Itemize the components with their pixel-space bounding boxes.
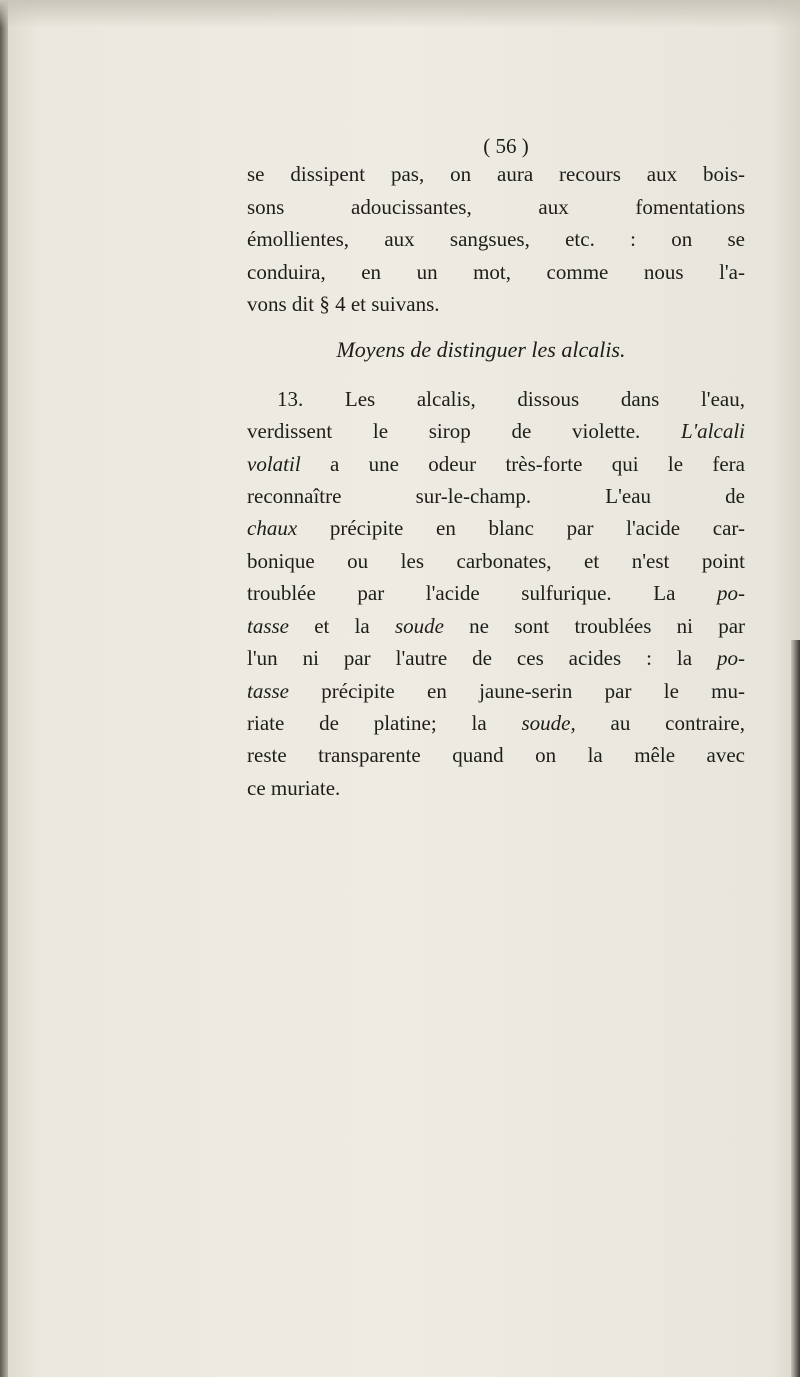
text-line bbox=[247, 415, 745, 447]
text-line: conduira, en un mot, comme nous l'a- bbox=[247, 259, 745, 284]
text-span: verdissent le sirop de violette. bbox=[247, 419, 641, 444]
text-line bbox=[247, 577, 745, 609]
text-span: et la bbox=[289, 613, 395, 638]
text-line bbox=[247, 707, 745, 739]
text-line bbox=[247, 448, 745, 480]
text-line bbox=[247, 675, 745, 707]
text-line: se dissipent pas, on aura recours aux bois- bbox=[247, 162, 745, 187]
text-line: sons adoucissantes, aux fomentations bbox=[247, 194, 745, 219]
text-span: troublée par l'acide sulfurique. La bbox=[247, 581, 676, 606]
page-top-shadow bbox=[0, 0, 800, 28]
italic-term: po- bbox=[717, 581, 745, 606]
italic-term: po- bbox=[717, 646, 745, 671]
text-span: précipite en jaune-serin par le mu- bbox=[289, 678, 745, 703]
italic-term: chaux bbox=[247, 516, 298, 541]
text-span: ne sont troublées ni par bbox=[443, 613, 746, 638]
text-span: précipite en blanc par l'acide car- bbox=[297, 516, 745, 541]
italic-term: soude bbox=[394, 613, 444, 638]
page-text bbox=[247, 130, 745, 804]
text-line: bonique ou les carbonates, et n'est point bbox=[247, 548, 745, 573]
italic-term: tasse bbox=[247, 613, 289, 638]
text-line: 13. Les alcalis, dissous dans l'eau, bbox=[277, 386, 745, 411]
text-line bbox=[247, 512, 745, 544]
italic-term: volatil bbox=[247, 451, 301, 476]
text-span: au contraire, bbox=[575, 710, 745, 735]
page-number: ( 56 ) bbox=[483, 134, 529, 158]
text-span: a une odeur très-forte qui le fera bbox=[300, 451, 745, 476]
text-line: ce muriate. bbox=[247, 775, 341, 800]
text-span: riate de platine; la bbox=[247, 710, 522, 735]
text-span: l'un ni par l'autre de ces acides : la bbox=[247, 646, 693, 671]
text-line: vons dit § 4 et suivans. bbox=[247, 292, 440, 317]
text-line bbox=[247, 610, 745, 642]
page-left-edge bbox=[0, 0, 8, 1377]
italic-term: L'alcali bbox=[681, 419, 746, 444]
text-line bbox=[247, 642, 745, 674]
paragraph-1 bbox=[247, 158, 745, 320]
section-heading: Moyens de distinguer les alcalis. bbox=[336, 337, 626, 363]
text-line: reconnaître sur-le-champ. L'eau de bbox=[247, 484, 745, 509]
page-right-edge bbox=[791, 640, 800, 1377]
paragraph-2 bbox=[247, 383, 745, 804]
text-line: émollientes, aux sangsues, etc. : on se bbox=[247, 227, 745, 252]
italic-term: soude, bbox=[521, 710, 576, 735]
italic-term: tasse bbox=[247, 678, 289, 703]
text-line: reste transparente quand on la mêle avec bbox=[247, 743, 745, 768]
